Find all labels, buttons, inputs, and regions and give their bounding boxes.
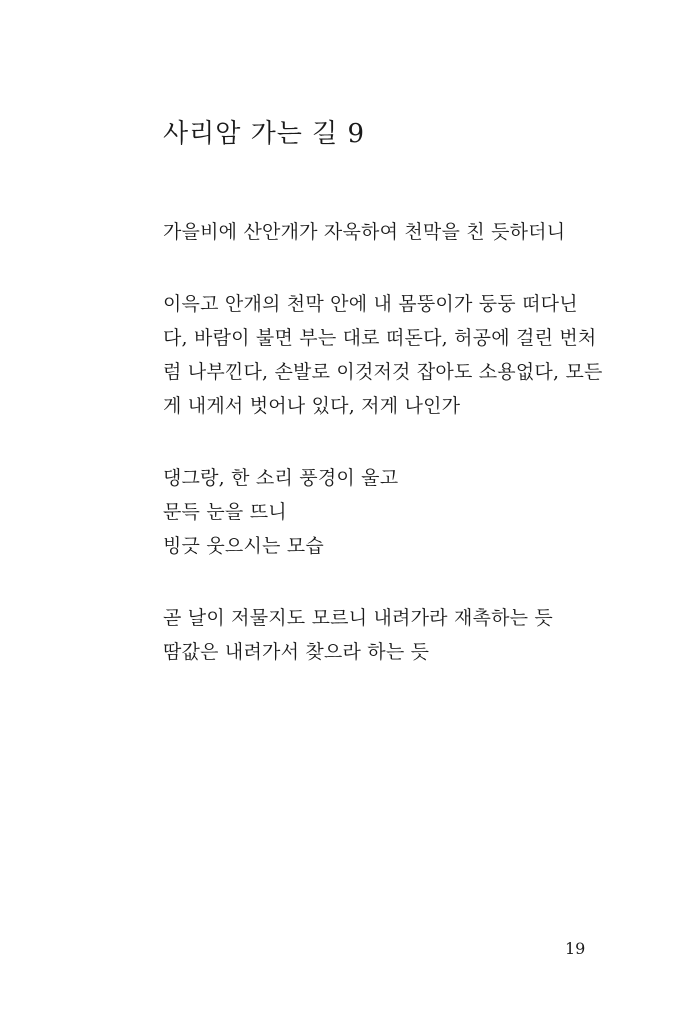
poem-body — [163, 215, 603, 707]
stanza-1 — [163, 215, 583, 249]
poem-line: 다, 바람이 불면 부는 대로 떠돈다, 허공에 걸린 번처 — [163, 327, 597, 349]
poem-line: 게 내게서 벗어나 있다, 저게 나인가 — [163, 395, 461, 417]
poem-line: 문득 눈을 뜨니 — [163, 501, 287, 523]
poem-line: 곧 날이 저물지도 모르니 내려가라 재촉하는 듯 — [163, 607, 553, 629]
poem-line: 빙긋 웃으시는 모습 — [163, 535, 324, 557]
page-number: 19 — [565, 939, 586, 958]
stanza-3 — [163, 461, 583, 563]
poem-title: 사리암 가는 길 9 — [163, 119, 366, 149]
stanza-4 — [163, 601, 583, 669]
poem-line: 땀값은 내려가서 찾으라 하는 듯 — [163, 641, 430, 663]
poem-line: 가을비에 산안개가 자욱하여 천막을 친 듯하더니 — [163, 221, 566, 243]
stanza-2 — [163, 287, 603, 423]
poem-line: 럼 나부낀다, 손발로 이것저것 잡아도 소용없다, 모든 — [163, 361, 603, 383]
poem-line: 이윽고 안개의 천막 안에 내 몸뚱이가 둥둥 떠다닌 — [163, 293, 578, 315]
poem-line: 댕그랑, 한 소리 풍경이 울고 — [163, 467, 399, 489]
